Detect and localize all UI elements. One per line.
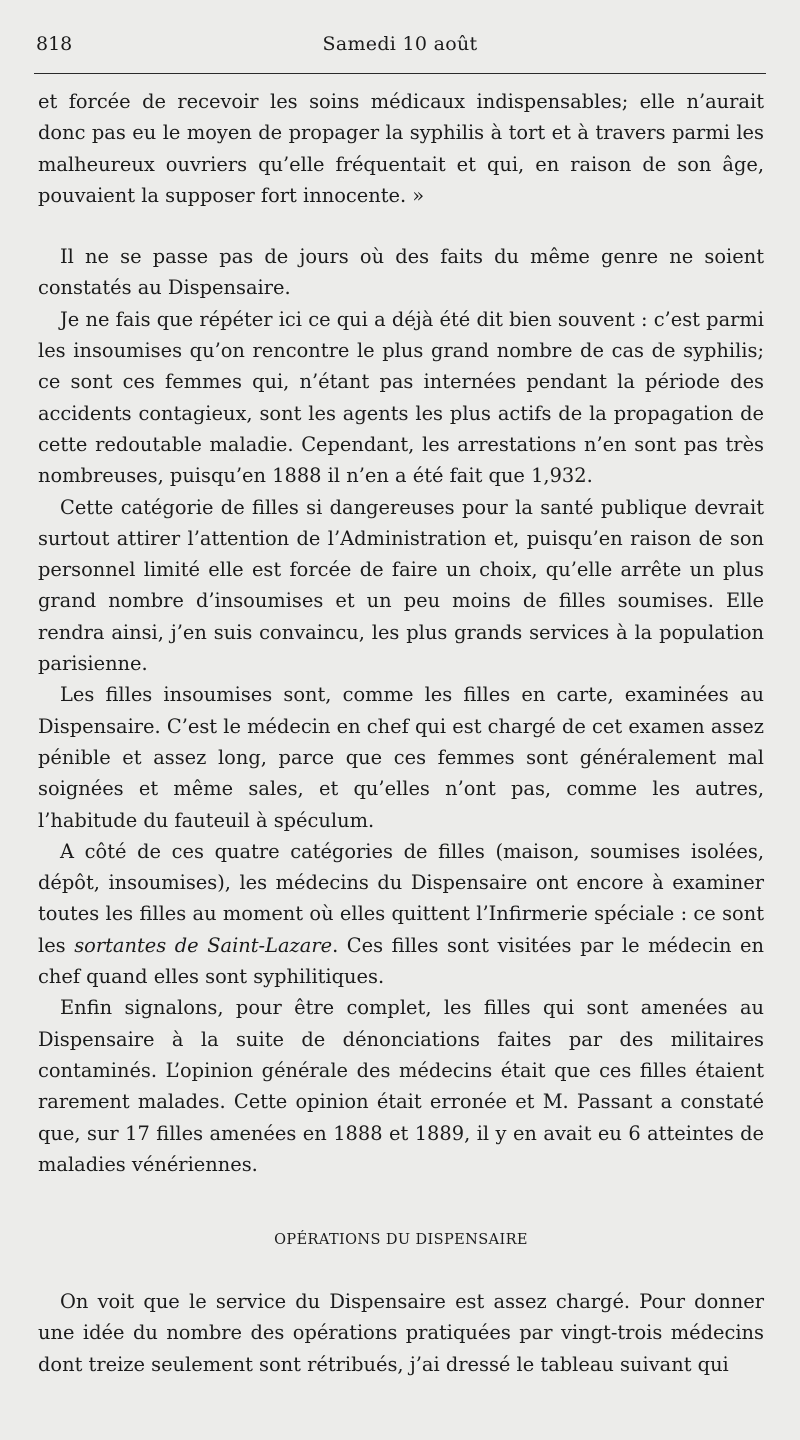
paragraph-quote-end: et forcée de recevoir les soins médicaux indispensables; elle n’aurait donc pas eu le moyen de propager la syphilis à tort et à travers parmi les malheureux ouvriers qu’elle fréquentait et qui, en raison de son âge, pouvaient la supposer fort innocente. » — [38, 90, 764, 207]
paragraph-dangerous-category: Cette catégorie de filles si dangereuses pour la santé publique devrait surtout attirer l’attention de l’Administration et, puisqu’en raison de son personnel limité elle est forcée de faire un choix, qu’elle arrête un plus grand nombre d’insoumises et un peu moins de filles soumises. Elle rendra ainsi, j’en suis convaincu, les plus grands services à la population parisienne. — [38, 495, 764, 676]
paragraph-examination: Les filles insoumises sont, comme les filles en carte, examinées au Dispensaire. C’est le médecin en chef qui est chargé de cet examen assez pénible et assez long, parce que ces femmes sont généralement mal soignées et même sales, et qu’elles n’ont pas, comme les autres, l’habitude du fauteuil à spéculum. — [38, 683, 764, 832]
running-title: Samedi 10 août — [322, 33, 478, 55]
paragraph-dispensaire-facts: Il ne se passe pas de jours où des faits du même genre ne soient constatés au Dispensaire. — [38, 245, 764, 300]
paragraph-dispensaire-operations: On voit que le service du Dispensaire est assez chargé. Pour donner une idée du nombre des opérations pratiquées par vingt-trois médecins dont treize seulement sont rétribués, j’ai dressé le tableau suivant qui — [38, 1290, 764, 1376]
paragraph-military-denunciations: Enfin signalons, pour être complet, les filles qui sont amenées au Dispensaire à la suite de dénonciations faites par des militaires contaminés. L’opinion générale des médecins était que ces filles étaient rarement malades. Cette opinion était erronée et M. Passant a constaté que, sur 17 filles amenées en 1888 et 1889, il y en avait eu 6 atteintes de maladies vénériennes. — [38, 996, 764, 1176]
body-text — [38, 86, 764, 1380]
paragraph-sortantes-italic: sortantes de Saint-Lazare — [74, 933, 333, 957]
page-number: 818 — [36, 33, 73, 55]
paragraph-sortantes-text-after: . Ces filles sont visitées par le médecin en chef quand elles sont syphilitiques. — [38, 933, 764, 989]
running-head — [34, 32, 766, 56]
paragraph-insoumises-syphilis: Je ne fais que répéter ici ce qui a déjà été dit bien souvent : c’est parmi les insoumises qu’on rencontre le plus grand nombre de cas de syphilis; ce sont ces femmes qui, n’étant pas internées pendant la période des accidents contagieux, sont les agents les plus actifs de la propagation de cette redoutable maladie. Cependant, les arrestations n’en sont pas très nombreuses, puisqu’en 1888 il n’en a été fait que 1,932. — [38, 307, 764, 488]
header-rule — [34, 73, 766, 74]
paragraph-sortantes-text-before: A côté de ces quatre catégories de filles (maison, soumises isolées, dépôt, insoumises), les médecins du Dispensaire ont encore à examiner toutes les filles au moment où elles quittent l’Infirmerie spéciale : ce sont les — [38, 839, 764, 957]
section-heading: OPÉRATIONS DU DISPENSAIRE — [274, 1232, 528, 1249]
paragraph-sortantes — [38, 836, 764, 992]
